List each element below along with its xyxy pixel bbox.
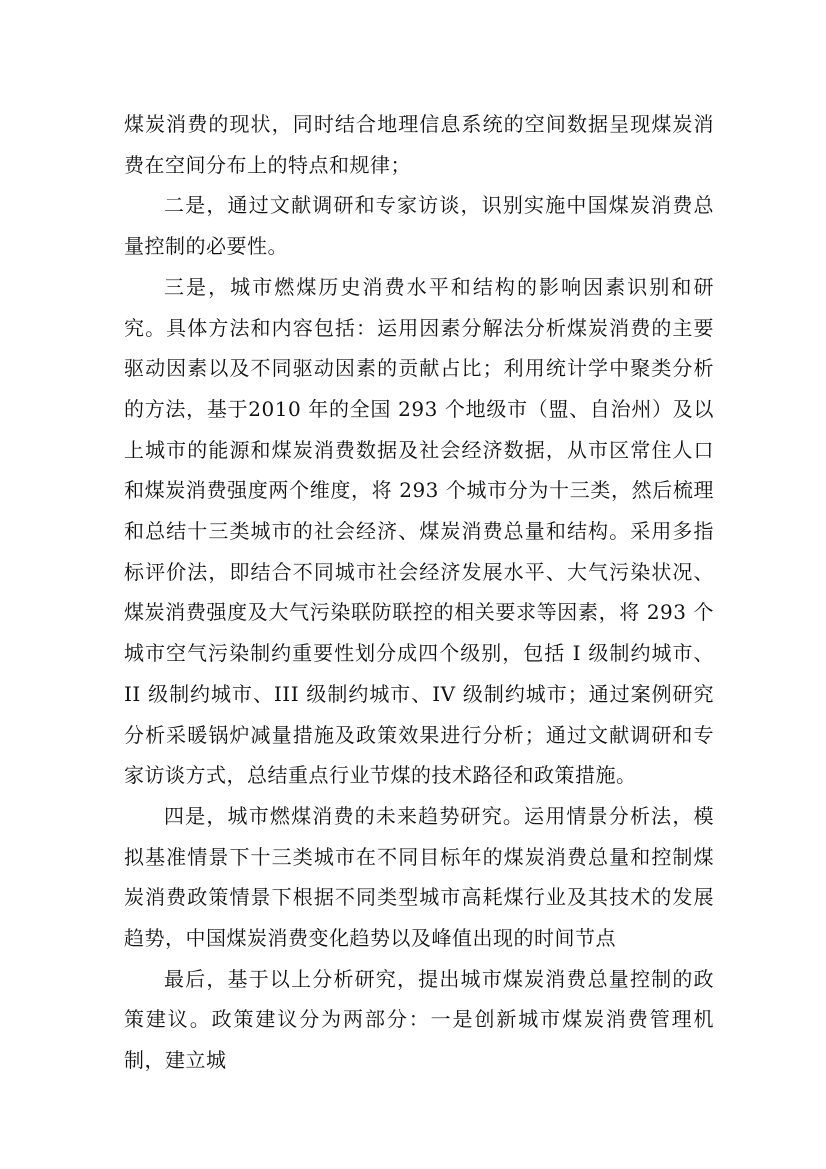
paragraph-conclusion: 最后，基于以上分析研究，提出城市煤炭消费总量控制的政策建议。政策建议分为两部分：一是创新城市煤炭消费管理机制，建立城: [124, 966, 714, 1073]
document-page: [124, 104, 714, 1081]
paragraph-point-four: 四是，城市燃煤消费的未来趋势研究。运用情景分析法，模拟基准情景下十三类城市在不同目标年的煤炭消费总量和控制煤炭消费政策情景下根据不同类型城市高耗煤行业及其技术的发展趋势，中国煤炭消费变化趋势以及峰值出现的时间节点: [124, 803, 714, 951]
paragraph-point-three: 三是，城市燃煤历史消费水平和结构的影响因素识别和研究。具体方法和内容包括：运用因素分解法分析煤炭消费的主要驱动因素以及不同驱动因素的贡献占比；利用统计学中聚类分析的方法，基于2010 年的全国 293 个地级市（盟、自治州）及以上城市的能源和煤炭消费数据及社会经济数据，从市区常住人口和煤炭消费强度两个维度，将 293 个城市分为十三类，然后梳理和总结十三类城市的社会经济、煤炭消费总量和结构。采用多指标评价法，即结合不同城市社会经济发展水平、大气污染状况、煤炭消费强度及大气污染联防联控的相关要求等因素，将 293 个城市空气污染制约重要性划分成四个级别，包括 I 级制约城市、II 级制约城市、III 级制约城市、IV 级制约城市；通过案例研究分析采暖锅炉减量措施及政策效果进行分析；通过文献调研和专家访谈方式，总结重点行业节煤的技术路径和政策措施。: [124, 274, 714, 788]
paragraph-continuation: 煤炭消费的现状，同时结合地理信息系统的空间数据呈现煤炭消费在空间分布上的特点和规律；: [124, 112, 714, 177]
paragraph-point-two: 二是，通过文献调研和专家访谈，识别实施中国煤炭消费总量控制的必要性。: [124, 193, 714, 259]
